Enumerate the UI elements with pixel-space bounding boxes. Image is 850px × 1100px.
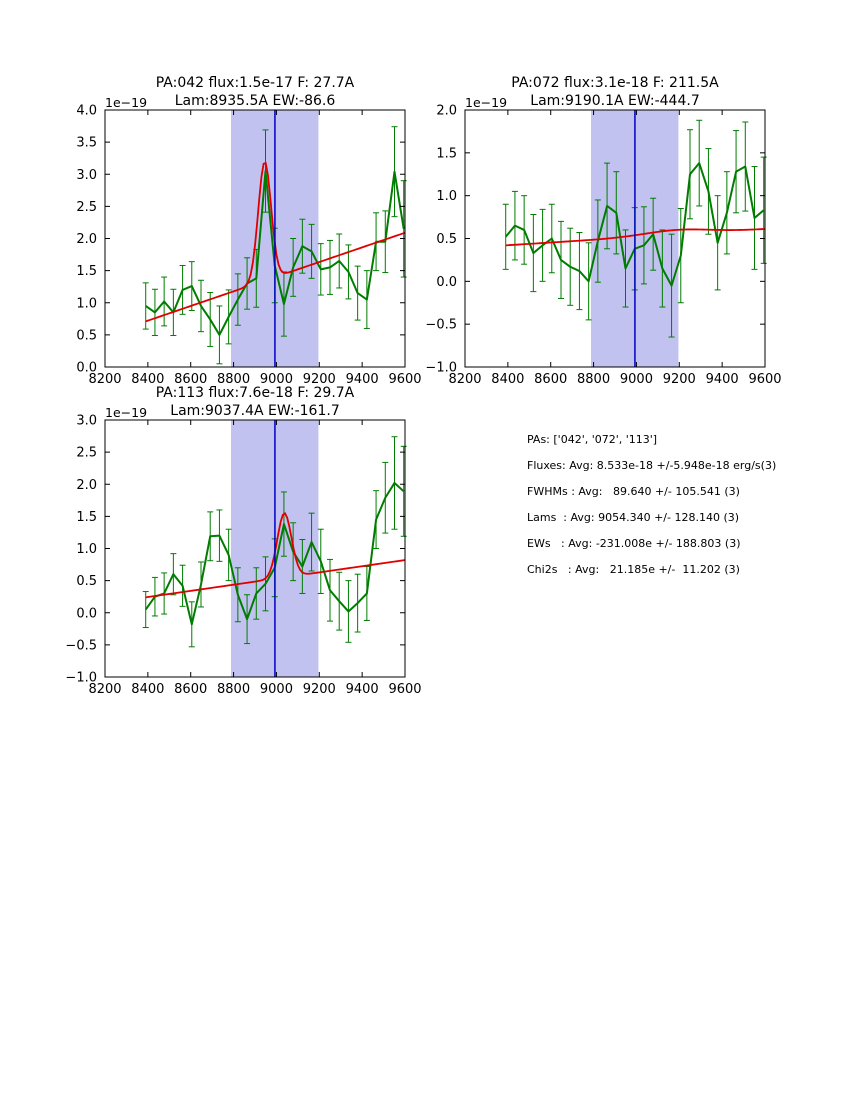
svg-text:−1.0: −1.0	[65, 670, 97, 686]
svg-text:8600: 8600	[534, 372, 568, 387]
svg-text:3.5: 3.5	[76, 135, 97, 151]
svg-text:9000: 9000	[619, 372, 653, 387]
svg-text:9400: 9400	[705, 372, 739, 387]
stats-chi2s: Chi2s : Avg: 21.185e +/- 11.202 (3)	[527, 563, 740, 576]
svg-text:9600: 9600	[748, 372, 782, 387]
svg-text:2.0: 2.0	[436, 103, 457, 119]
svg-text:0.0: 0.0	[436, 274, 457, 290]
subplot3-y-offset-label: 1e−19	[105, 405, 148, 420]
svg-text:8600: 8600	[174, 372, 208, 387]
svg-text:8200: 8200	[88, 682, 122, 697]
svg-text:1.5: 1.5	[76, 264, 97, 280]
svg-text:9200: 9200	[662, 372, 696, 387]
svg-text:0.5: 0.5	[436, 232, 457, 247]
svg-text:0.0: 0.0	[76, 360, 97, 376]
svg-text:1.0: 1.0	[76, 296, 97, 312]
svg-text:−1.0: −1.0	[425, 360, 457, 376]
svg-text:2.0: 2.0	[76, 477, 97, 493]
svg-text:2.5: 2.5	[76, 445, 97, 461]
stats-fluxes: Fluxes: Avg: 8.533e-18 +/-5.948e-18 erg/s(3)	[527, 459, 777, 472]
subplot2-title-line1: PA:072 flux:3.1e-18 F: 211.5A	[511, 75, 719, 91]
svg-text:3.0: 3.0	[76, 413, 97, 429]
subplot2-y-offset-label: 1e−19	[465, 95, 508, 110]
svg-text:0.0: 0.0	[76, 606, 97, 622]
stats-lams: Lams : Avg: 9054.340 +/- 128.140 (3)	[527, 511, 740, 524]
subplot3-title-line2: Lam:9037.4A EW:-161.7	[170, 403, 340, 419]
svg-text:8400: 8400	[131, 372, 165, 387]
svg-text:8800: 8800	[217, 372, 251, 387]
stats-fwhms: FWHMs : Avg: 89.640 +/- 105.541 (3)	[527, 485, 740, 498]
svg-text:8200: 8200	[88, 372, 122, 387]
svg-text:1.5: 1.5	[436, 146, 457, 162]
svg-text:8200: 8200	[448, 372, 482, 387]
svg-text:0.5: 0.5	[76, 574, 97, 590]
stats-pas: PAs: ['042', '072', '113']	[527, 433, 658, 446]
subplot2-plot-area	[425, 103, 782, 387]
subplot1-title-line1: PA:042 flux:1.5e-17 F: 27.7A	[155, 75, 355, 91]
svg-text:8400: 8400	[131, 682, 165, 697]
svg-text:1.5: 1.5	[76, 509, 97, 525]
svg-text:8800: 8800	[217, 682, 251, 697]
subplot2-title-line2: Lam:9190.1A EW:-444.7	[530, 93, 700, 109]
svg-text:3.0: 3.0	[76, 167, 97, 183]
svg-text:9000: 9000	[259, 682, 293, 697]
svg-text:2.0: 2.0	[76, 232, 97, 247]
svg-text:8400: 8400	[491, 372, 525, 387]
subplot1-title-line2: Lam:8935.5A EW:-86.6	[174, 93, 336, 109]
svg-text:1.0: 1.0	[76, 542, 97, 557]
svg-text:8800: 8800	[577, 372, 611, 387]
svg-text:8600: 8600	[174, 682, 208, 697]
stats-ews: EWs : Avg: -231.008e +/- 188.803 (3)	[527, 537, 741, 550]
subplot3-title-line1: PA:113 flux:7.6e-18 F: 29.7A	[155, 385, 355, 401]
svg-text:9400: 9400	[345, 682, 379, 697]
svg-text:9000: 9000	[259, 372, 293, 387]
subplot3-plot-area	[65, 413, 422, 697]
stats-panel	[527, 427, 776, 583]
subplot1-y-offset-label: 1e−19	[105, 95, 148, 110]
svg-text:−0.5: −0.5	[425, 317, 457, 333]
svg-text:2.5: 2.5	[76, 199, 97, 215]
svg-text:9600: 9600	[388, 682, 422, 697]
svg-text:−0.5: −0.5	[65, 638, 97, 654]
svg-text:0.5: 0.5	[76, 328, 97, 344]
svg-text:4.0: 4.0	[76, 103, 97, 119]
svg-text:9600: 9600	[388, 372, 422, 387]
svg-text:9200: 9200	[302, 682, 336, 697]
svg-text:1.0: 1.0	[436, 189, 457, 205]
svg-text:9200: 9200	[302, 372, 336, 387]
subplot1-plot-area	[76, 103, 422, 387]
svg-text:9400: 9400	[345, 372, 379, 387]
